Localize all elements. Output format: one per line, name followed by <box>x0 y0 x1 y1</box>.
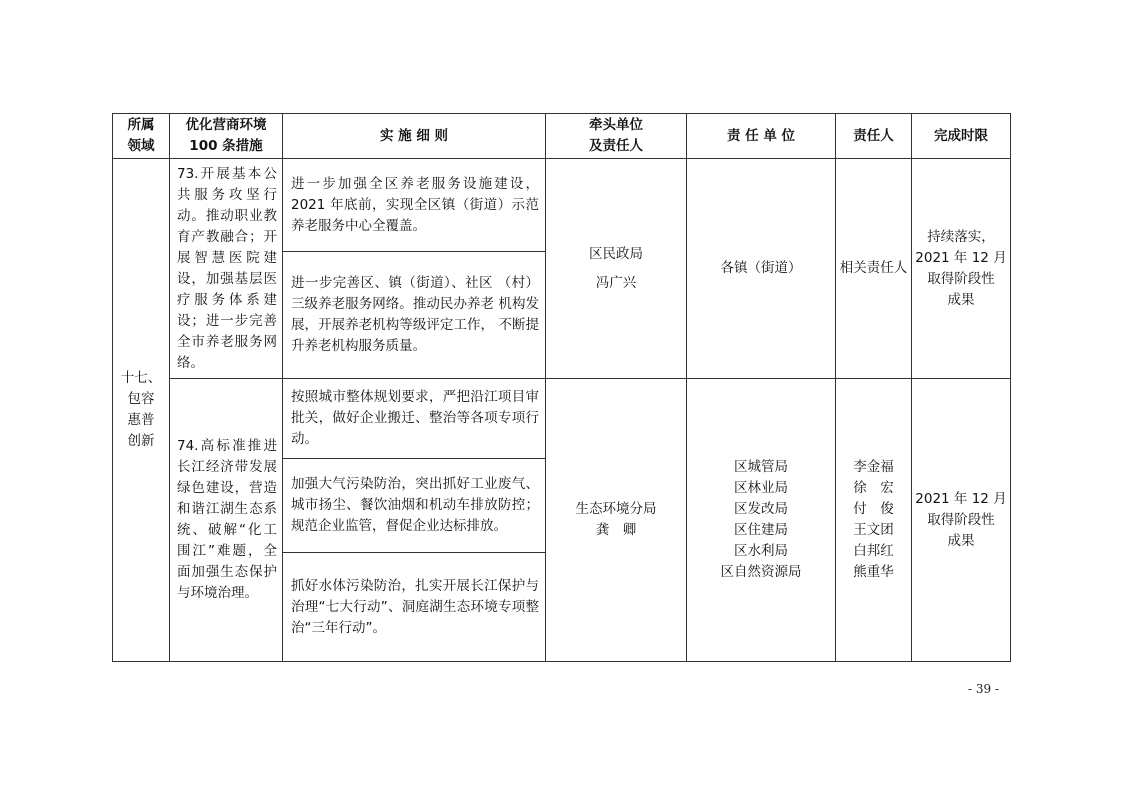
header-detail: 实 施 细 则 <box>283 114 546 159</box>
measures-table <box>112 113 1011 662</box>
person-cell: 李金福 徐 宏 付 俊 王文团 白邦红 熊重华 <box>836 379 912 662</box>
person-cell: 相关责任人 <box>836 159 912 379</box>
table-row <box>113 379 1011 459</box>
measure-74: 74.高标准推进长江经济带发展绿色建设，营造和谐江湖生态系统、破解“化工围江”难题，全面加强生态保护与环境治理。 <box>170 379 283 662</box>
detail-cell: 加强大气污染防治，突出抓好工业废气、城市扬尘、餐饮油烟和机动车排放防控；规范企业监管，督促企业达标排放。 <box>283 459 546 553</box>
lead-cell: 区民政局 冯广兴 <box>546 159 687 379</box>
detail-cell: 按照城市整体规划要求，严把沿江项目审批关，做好企业搬迁、整治等各项专项行动。 <box>283 379 546 459</box>
deadline-cell: 持续落实， 2021 年 12 月 取得阶段性 成果 <box>912 159 1011 379</box>
detail-cell: 抓好水体污染防治，扎实开展长江保护与治理“七大行动”、洞庭湖生态环境专项整治“三年行动”。 <box>283 553 546 662</box>
table-row <box>113 159 1011 252</box>
header-responsible-unit: 责 任 单 位 <box>687 114 836 159</box>
detail-cell: 进一步加强全区养老服务设施建设，2021 年底前，实现全区镇（街道）示范养老服务中心全覆盖。 <box>283 159 546 252</box>
header-deadline: 完成时限 <box>912 114 1011 159</box>
header-domain: 所属 领域 <box>113 114 170 159</box>
deadline-cell: 2021 年 12 月 取得阶段性 成果 <box>912 379 1011 662</box>
domain-cell: 十七、 包容 惠普 创新 <box>113 159 170 662</box>
measure-73: 73.开展基本公共服务攻坚行动。推动职业教育产教融合；开展智慧医院建设，加强基层医疗服务体系建设；进一步完善全市养老服务网络。 <box>170 159 283 379</box>
unit-cell: 各镇（街道） <box>687 159 836 379</box>
lead-cell: 生态环境分局 龚 卿 <box>546 379 687 662</box>
header-row <box>113 114 1011 159</box>
header-lead: 牵头单位 及责任人 <box>546 114 687 159</box>
detail-cell: 进一步完善区、镇（街道）、社区 （村）三级养老服务网络。推动民办养老 机构发展，开展养老机构等级评定工作， 不断提升养老机构服务质量。 <box>283 252 546 379</box>
header-measure: 优化营商环境 100 条措施 <box>170 114 283 159</box>
page-number: - 39 - <box>968 682 1000 696</box>
unit-cell: 区城管局 区林业局 区发改局 区住建局 区水利局 区自然资源局 <box>687 379 836 662</box>
header-person: 责任人 <box>836 114 912 159</box>
